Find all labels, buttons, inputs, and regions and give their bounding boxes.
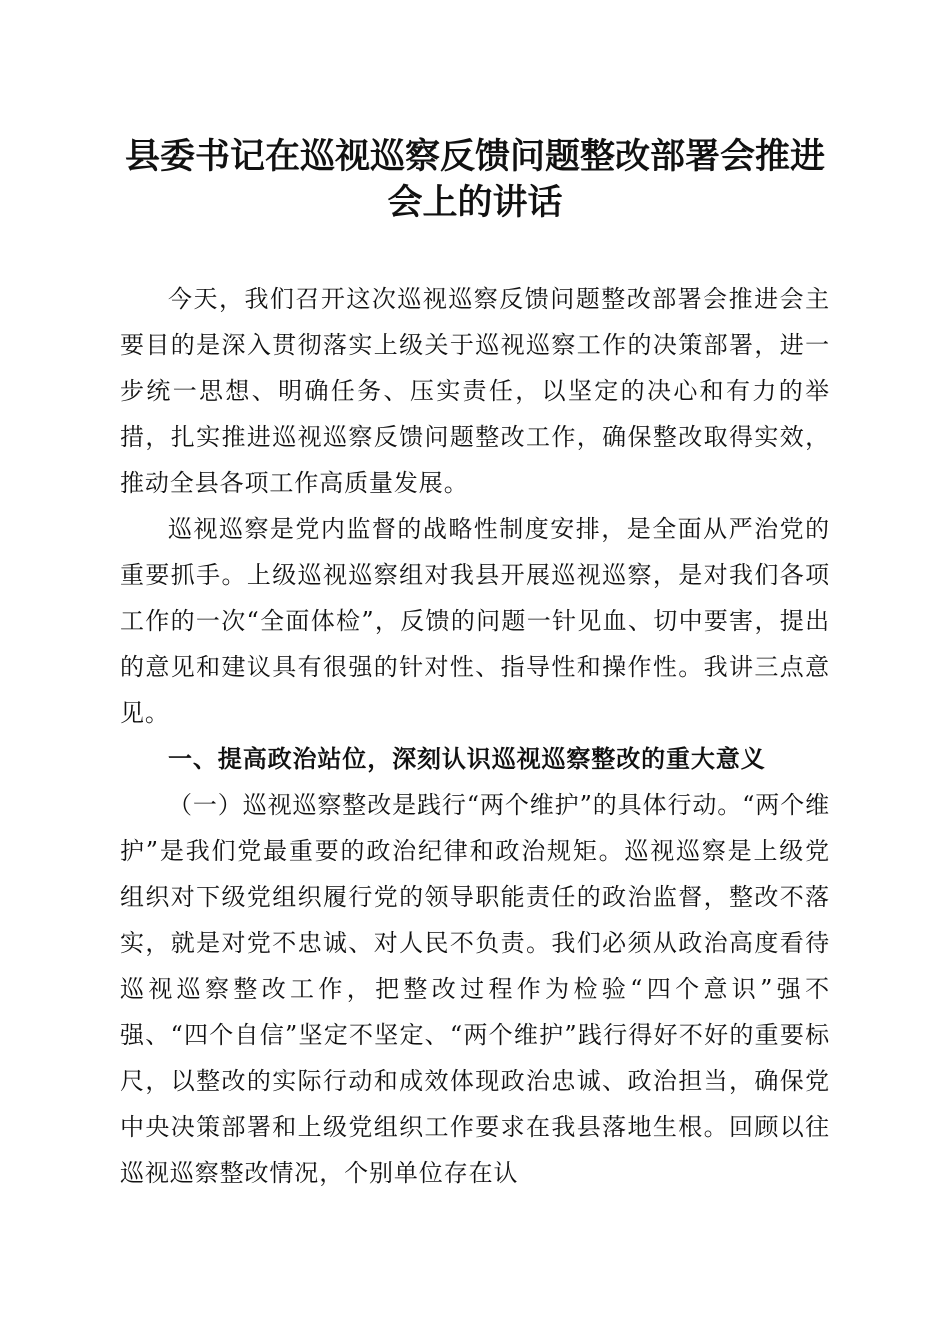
paragraph-section-1-1: （一）巡视巡察整改是践行“两个维护”的具体行动。“两个维护”是我们党最重要的政治纪律和政治规矩。巡视巡察是上级党组织对下级党组织履行党的领导职能责任的政治监督，整改不落实，就是对党不忠诚、对人民不负责。我们必须从政治高度看待巡视巡察整改工作，把整改过程作为检验“四个意识”强不强、“四个自信”坚定不坚定、“两个维护”践行得好不好的重要标尺，以整改的实际行动和成效体现政治忠诚、政治担当，确保党中央决策部署和上级党组织工作要求在我县落地生根。回顾以往巡视巡察整改情况，个别单位存在认 — [120, 791, 831, 1187]
document-title: 县委书记在巡视巡察反馈问题整改部署会推进会上的讲话 — [124, 136, 825, 223]
section-heading-1: 一、提高政治站位，深刻认识巡视巡察整改的重大意义 — [168, 745, 766, 773]
paragraph-context: 巡视巡察是党内监督的战略性制度安排，是全面从严治党的重要抓手。上级巡视巡察组对我县开展巡视巡察，是对我们各项工作的一次“全面体检”，反馈的问题一针见血、切中要害，提出的意见和建议具有很强的针对性、指导性和操作性。我讲三点意见。 — [120, 515, 830, 727]
document-body — [120, 276, 830, 1196]
paragraph-opening: 今天，我们召开这次巡视巡察反馈问题整改部署会推进会主要目的是深入贯彻落实上级关于巡视巡察工作的决策部署，进一步统一思想、明确任务、压实责任，以坚定的决心和有力的举措，扎实推进巡视巡察反馈问题整改工作，确保整改取得实效，推动全县各项工作高质量发展。 — [120, 285, 830, 497]
